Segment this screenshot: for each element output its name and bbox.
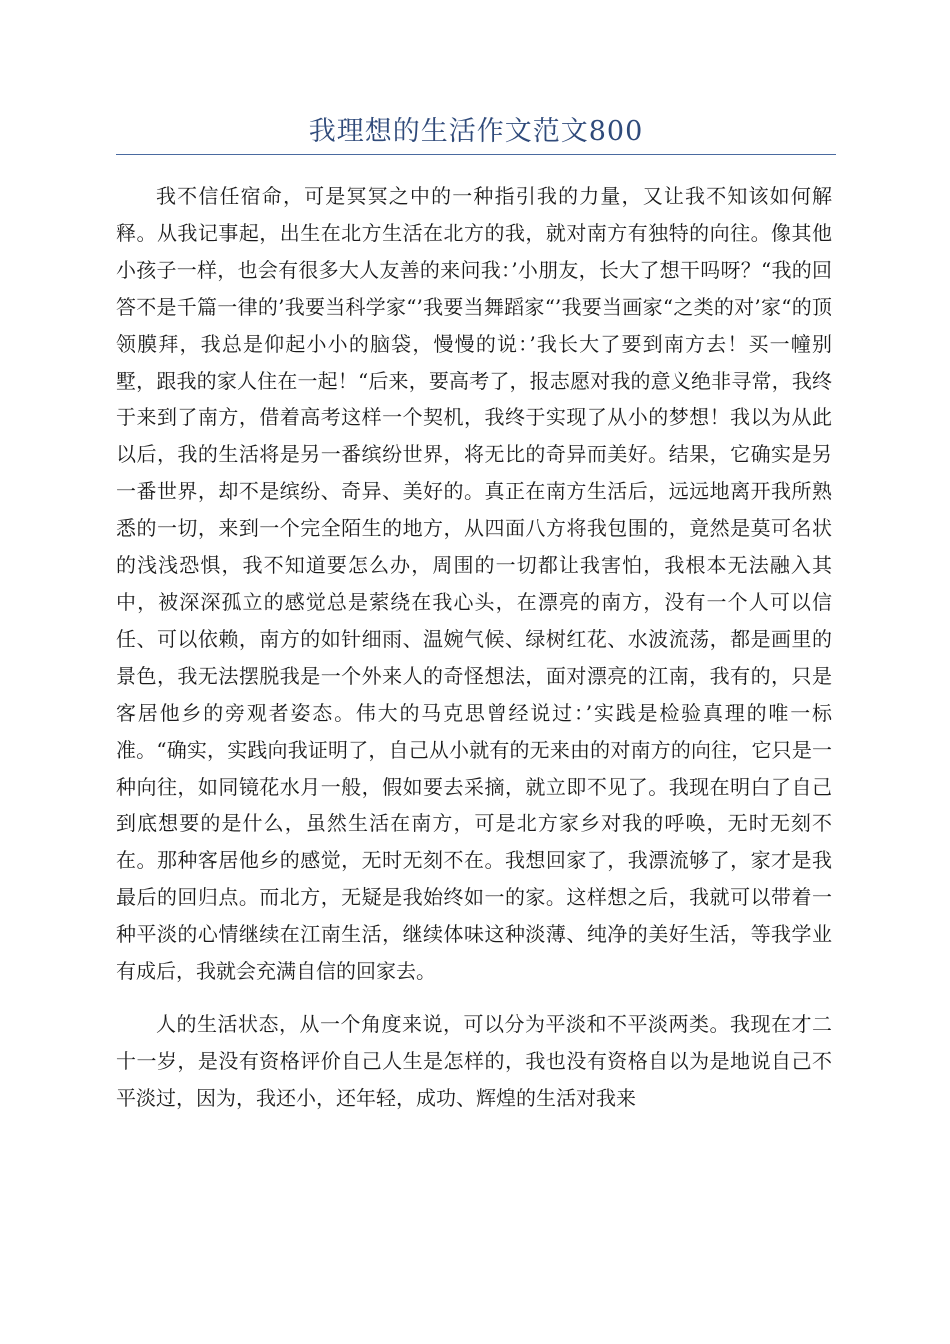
document-title: 我理想的生活作文范文800 [308,116,644,147]
paragraph: 人的生活状态，从一个角度来说，可以分为平淡和不平淡两类。我现在才二十一岁，是没有资格评价自己人生是怎样的，我也没有资格自以为是地说自己不平淡过，因为，我还小，还年轻，成功、辉煌的生活对我来 [116,1011,832,1110]
document-body [116,178,832,1133]
title-underline [116,154,836,155]
paragraph: 我不信任宿命，可是冥冥之中的一种指引我的力量，又让我不知该如何解释。从我记事起，出生在北方生活在北方的我，就对南方有独特的向往。像其他小孩子一样，也会有很多大人友善的来问我：’小朋友，长大了想干吗呀？“我的回答不是千篇一律的’我要当科学家“’我要当舞蹈家“’我要当画家“之类的对’家“的顶领膜拜，我总是仰起小小的脑袋，慢慢的说：’我长大了要到南方去！买一幢别墅，跟我的家人住在一起！“后来，要高考了，报志愿对我的意义绝非寻常，我终于来到了南方，借着高考这样一个契机，我终于实现了从小的梦想！我以为从此以后，我的生活将是另一番缤纷世界，将无比的奇异而美好。结果，它确实是另一番世界，却不是缤纷、奇异、美好的。真正在南方生活后，远远地离开我所熟悉的一切，来到一个完全陌生的地方，从四面八方将我包围的，竟然是莫可名状的浅浅恐惧，我不知道要怎么办，周围的一切都让我害怕，我根本无法融入其中，被深深孤立的感觉总是萦绕在我心头，在漂亮的南方，没有一个人可以信任、可以依赖，南方的如针细雨、温婉气候、绿树红花、水波流荡，都是画里的景色，我无法摆脱我是一个外来人的奇怪想法，面对漂亮的江南，我有的，只是客居他乡的旁观者姿态。伟大的马克思曾经说过：’实践是检验真理的唯一标准。“确实，实践向我证明了，自己从小就有的无来由的对南方的向往，它只是一种向往，如同镜花水月一般，假如要去采摘，就立即不见了。我现在明白了自己到底想要的是什么，虽然生活在南方，可是北方家乡对我的呼唤，无时无刻不在。那种客居他乡的感觉，无时无刻不在。我想回家了，我漂流够了，家才是我最后的回归点。而北方，无疑是我始终如一的家。这样想之后，我就可以带着一种平淡的心情继续在江南生活，继续体味这种淡薄、纯净的美好生活，等我学业有成后，我就会充满自信的回家去。 [116,184,832,984]
